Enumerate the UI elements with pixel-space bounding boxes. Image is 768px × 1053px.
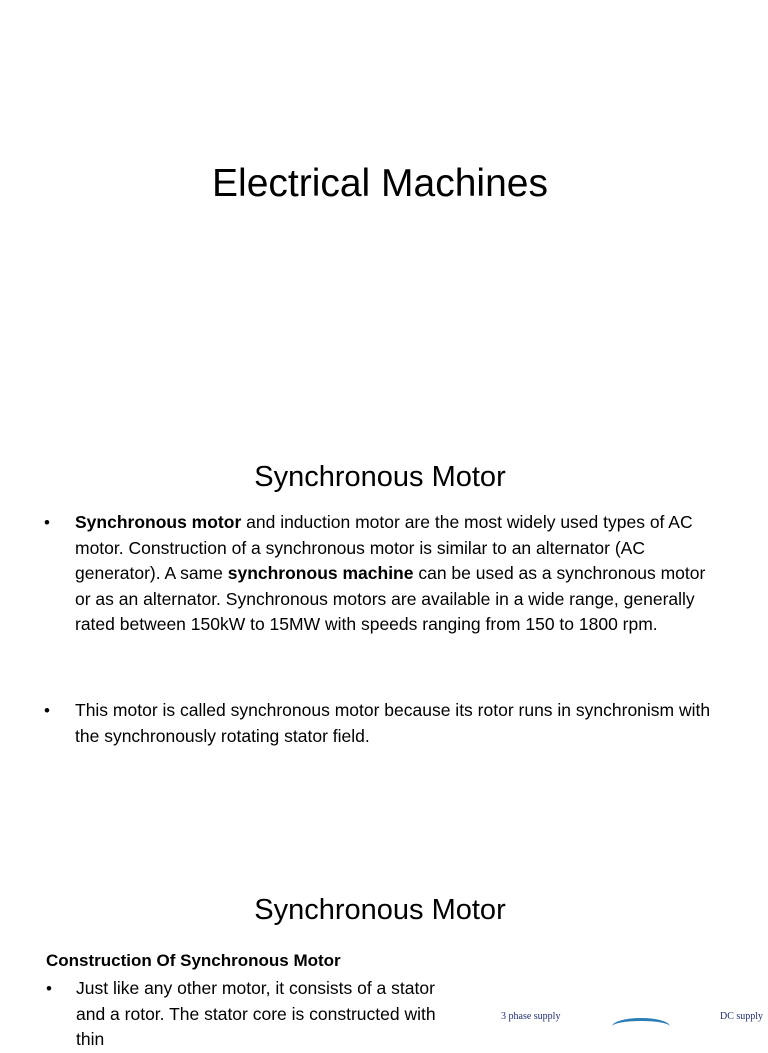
slide-heading: Synchronous Motor — [254, 461, 506, 493]
diagram-label-dc-supply: DC supply — [720, 1011, 764, 1022]
bullet-item-synchronism — [44, 698, 724, 749]
diagram-label-three-phase: 3 phase supply — [501, 1011, 561, 1022]
bullet-dot: • — [44, 513, 50, 532]
bullet-text: This motor is called synchronous motor because its rotor runs in synchronism with the synchronously rotating stator field. — [75, 700, 711, 746]
bullet-text: Just like any other motor, it consists of a stator and a rotor. The stator core is constructed with thin — [76, 978, 436, 1050]
bullet-list — [44, 698, 724, 749]
presentation-title: Electrical Machines — [212, 162, 548, 205]
bullet-dot: • — [46, 979, 52, 998]
bullet-dot: • — [44, 701, 50, 720]
bullet-item-definition — [44, 510, 724, 638]
bullet-text: can be used as a synchronous motor or as an alternator. Synchronous motors are available in a wide range, generally rated between 150kW to 15MW with speeds ranging from 150 to 1800 rpm. — [75, 563, 706, 635]
bullet-list — [44, 510, 724, 638]
bold-term: Synchronous motor — [75, 512, 242, 532]
section-subheading: Construction Of Synchronous Motor — [46, 951, 341, 970]
bold-term: synchronous machine — [227, 563, 414, 584]
bullet-text: and induction motor are the most widely used types of AC motor. Construction of a synchronous motor is similar to an alternator (AC generator). A same — [75, 512, 693, 584]
slide-heading: Synchronous Motor — [254, 894, 506, 926]
